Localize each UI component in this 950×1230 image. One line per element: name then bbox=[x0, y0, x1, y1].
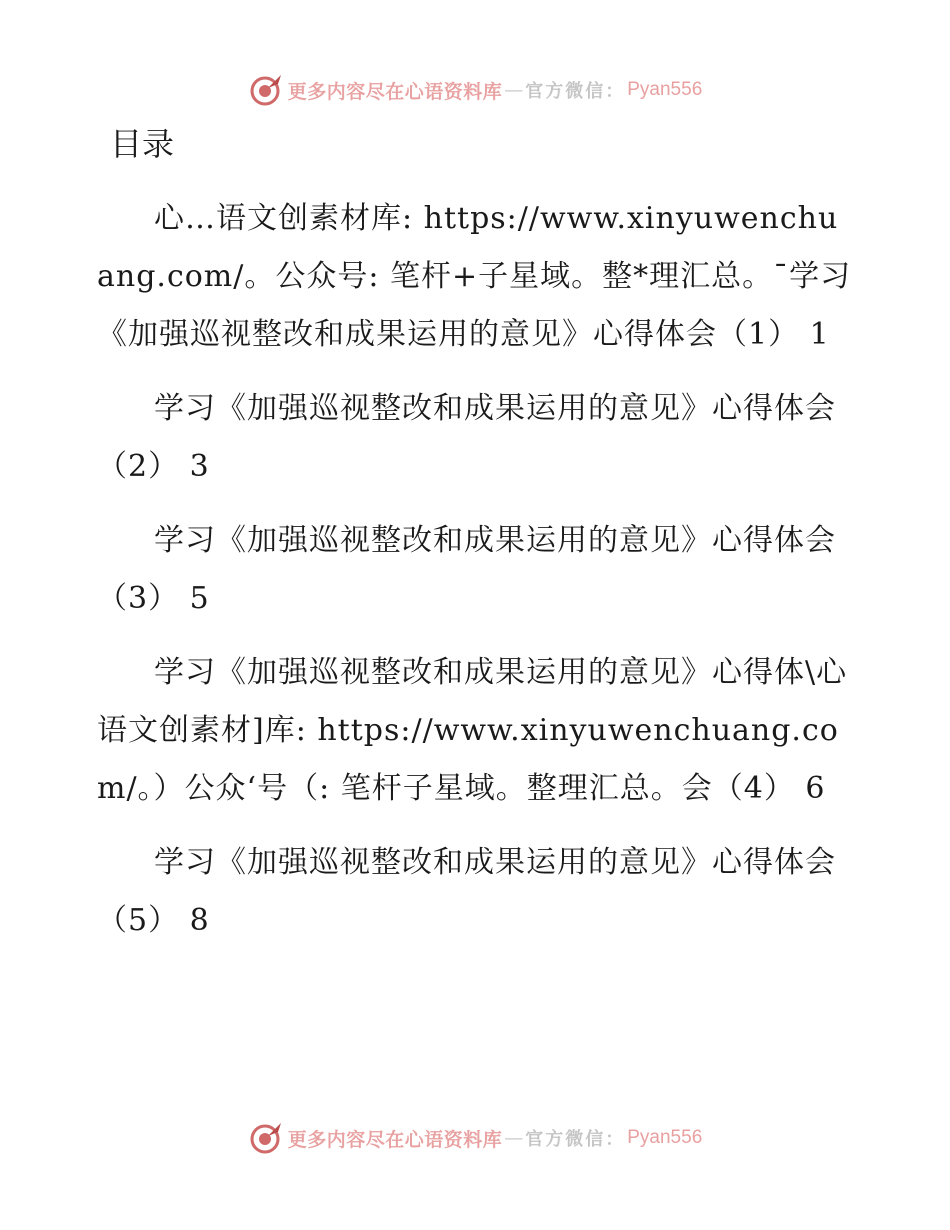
watermark-dash: — bbox=[504, 1127, 524, 1149]
watermark-sub-text: 官方微信： bbox=[525, 81, 626, 102]
header-watermark bbox=[0, 70, 950, 110]
toc-entry-4[interactable]: 学习《加强巡视整改和成果运用的意见》心得体\心语文创素材]库: https://www.xinyuwenchuang.com/。）公众‘号（: 笔杆子星域。整理汇总。会（4） 6 bbox=[97, 655, 848, 806]
toc-entry-1[interactable]: 心…语文创素材库: https://www.xinyuwenchuang.com/。公众号: 笔杆+子星域。整*理汇总。¯学习《加强巡视整改和成果运用的意见》心得体会（1） 1 bbox=[97, 201, 852, 352]
watermark-sub-text: 官方微信： bbox=[525, 1129, 626, 1150]
watermark-wechat-id: Pyan556 bbox=[627, 1127, 703, 1148]
watermark-wechat-id: Pyan556 bbox=[627, 79, 703, 100]
toc-entry-2[interactable]: 学习《加强巡视整改和成果运用的意见》心得体会（2） 3 bbox=[97, 391, 836, 484]
toc-entry-3[interactable]: 学习《加强巡视整改和成果运用的意见》心得体会（3） 5 bbox=[97, 523, 836, 616]
footer-watermark bbox=[0, 1118, 950, 1158]
toc-heading: 目录 bbox=[110, 125, 175, 163]
quill-logo-icon bbox=[248, 1120, 284, 1156]
quill-logo-icon bbox=[248, 72, 284, 108]
watermark-main-text: 更多内容尽在心语资料库 bbox=[287, 1128, 503, 1151]
watermark-main-text: 更多内容尽在心语资料库 bbox=[287, 80, 503, 103]
toc-list bbox=[97, 190, 857, 966]
watermark-dash: — bbox=[504, 79, 524, 101]
toc-entry-5[interactable]: 学习《加强巡视整改和成果运用的意见》心得体会（5） 8 bbox=[97, 845, 836, 938]
